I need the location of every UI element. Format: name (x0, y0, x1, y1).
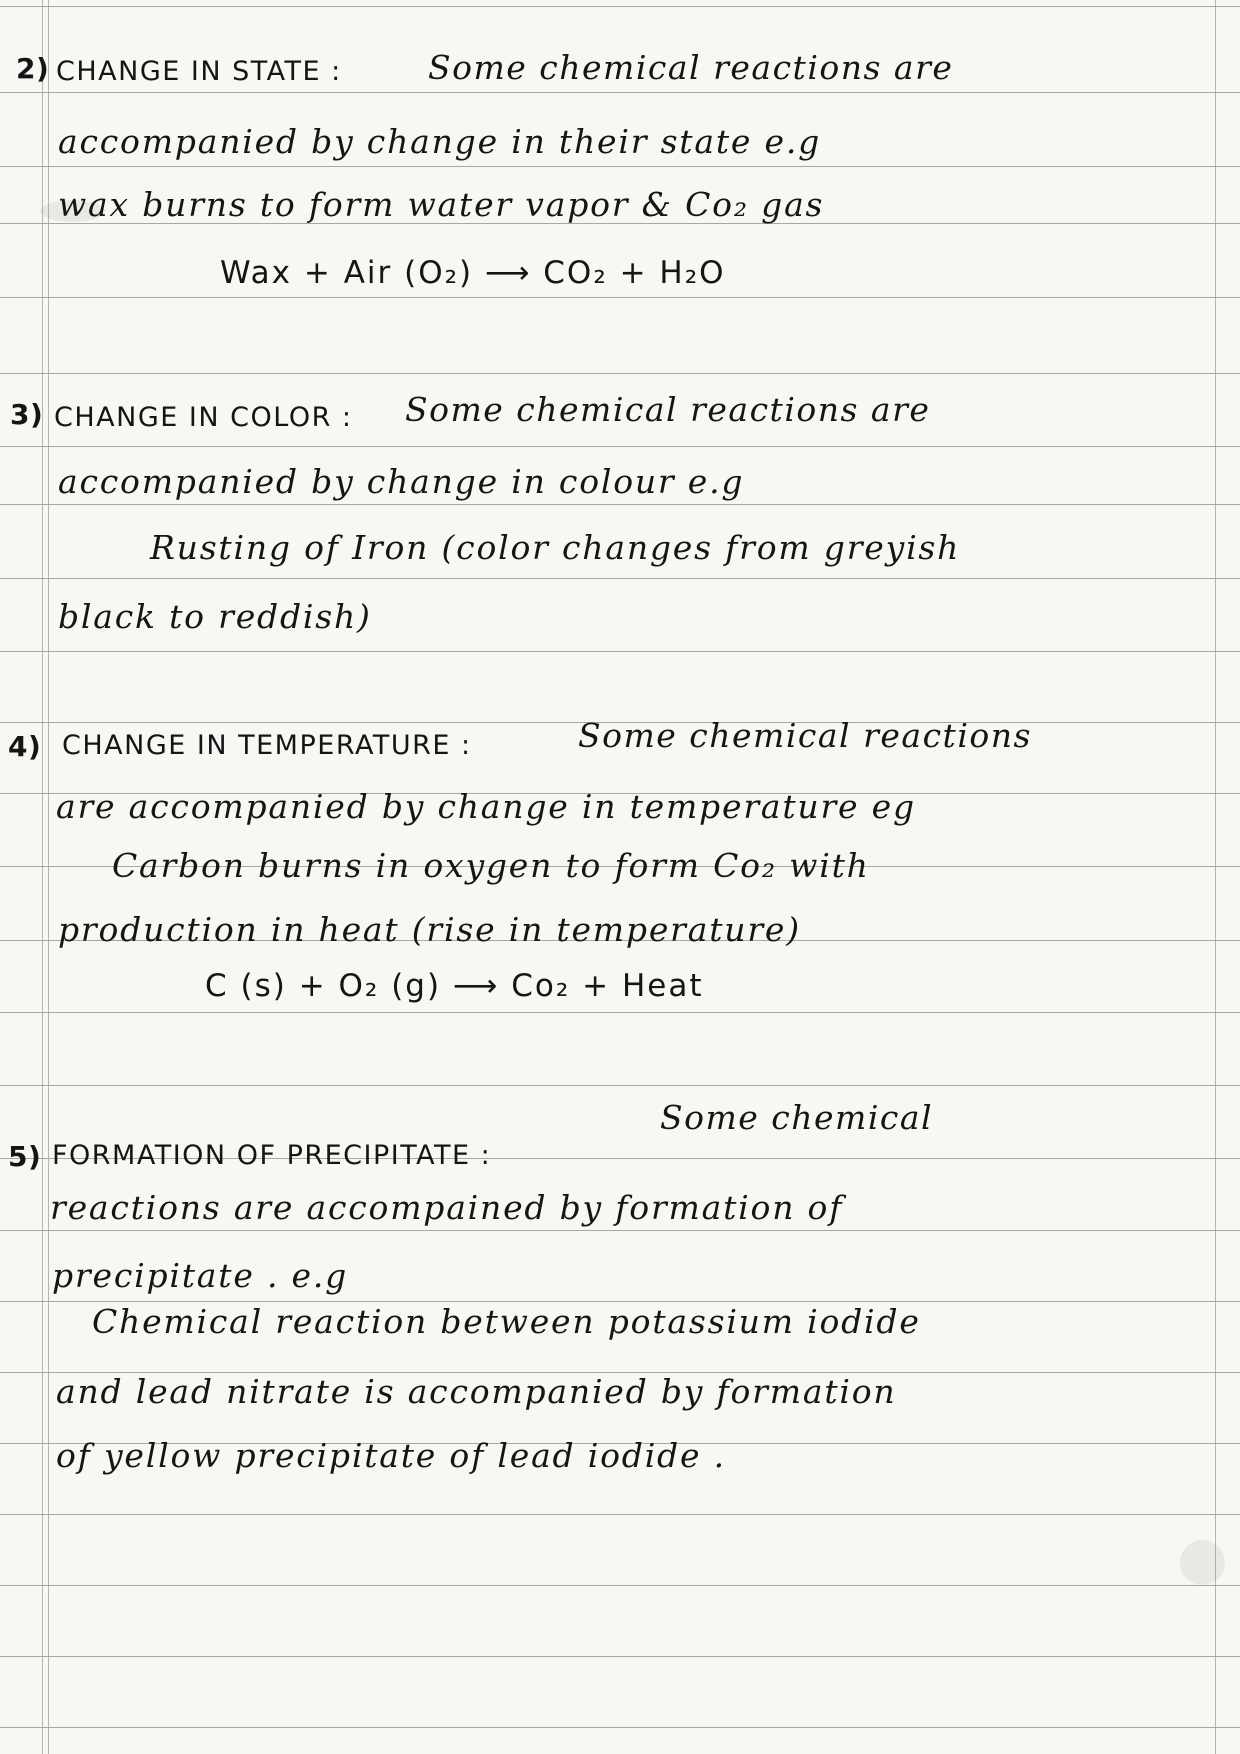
ruled-line (0, 578, 1240, 579)
section-heading: CHANGE IN COLOR : (54, 402, 353, 433)
ruled-line (0, 446, 1240, 447)
ruled-line (0, 92, 1240, 93)
section-text-line: black to reddish) (58, 597, 372, 636)
section-number: 3) (10, 398, 44, 431)
ruled-line (0, 1727, 1240, 1728)
section-text-line: Some chemical reactions are (405, 390, 931, 429)
ruled-line (0, 166, 1240, 167)
ruled-line (0, 6, 1240, 7)
section-text-line: Some chemical (660, 1098, 934, 1137)
section-text-line: Rusting of Iron (color changes from greyish (150, 528, 961, 567)
ruled-line (0, 1085, 1240, 1086)
ruled-line (0, 373, 1240, 374)
ruled-line (0, 1230, 1240, 1231)
section-heading: CHANGE IN STATE : (56, 56, 342, 87)
section-text-line: are accompanied by change in temperature eg (56, 787, 916, 826)
section-text-line: production in heat (rise in temperature) (58, 910, 801, 949)
section-heading: FORMATION OF PRECIPITATE : (52, 1140, 492, 1171)
ruled-line (0, 1585, 1240, 1586)
section-text-line: reactions are accompained by formation of (50, 1188, 844, 1227)
ruled-line (0, 504, 1240, 505)
ruled-line (0, 297, 1240, 298)
section-text-line: and lead nitrate is accompanied by formation (56, 1372, 897, 1411)
section-heading: CHANGE IN TEMPERATURE : (62, 730, 472, 761)
section-text-line: Some chemical reactions are (428, 48, 954, 87)
section-text-line: Carbon burns in oxygen to form Co₂ with (112, 846, 870, 885)
ruled-line (0, 1012, 1240, 1013)
section-text-line: accompanied by change in their state e.g (58, 122, 822, 161)
margin-line (42, 0, 43, 1754)
paper-smudge (1180, 1540, 1225, 1585)
section-text-line: accompanied by change in colour e.g (58, 462, 745, 501)
chemical-equation: C (s) + O₂ (g) ⟶ Co₂ + Heat (205, 968, 704, 1004)
section-text-line: of yellow precipitate of lead iodide . (56, 1436, 726, 1475)
ruled-line (0, 651, 1240, 652)
margin-line (1215, 0, 1216, 1754)
chemical-equation: Wax + Air (O₂) ⟶ CO₂ + H₂O (220, 255, 726, 291)
margin-line (48, 0, 49, 1754)
ruled-line (0, 1656, 1240, 1657)
section-number: 2) (16, 52, 50, 85)
section-number: 4) (8, 730, 42, 763)
section-text-line: Some chemical reactions (578, 716, 1032, 755)
section-text-line: wax burns to form water vapor & Co₂ gas (58, 185, 825, 224)
section-text-line: Chemical reaction between potassium iodide (92, 1302, 921, 1341)
ruled-line (0, 1514, 1240, 1515)
section-text-line: precipitate . e.g (52, 1256, 349, 1295)
section-number: 5) (8, 1140, 42, 1173)
